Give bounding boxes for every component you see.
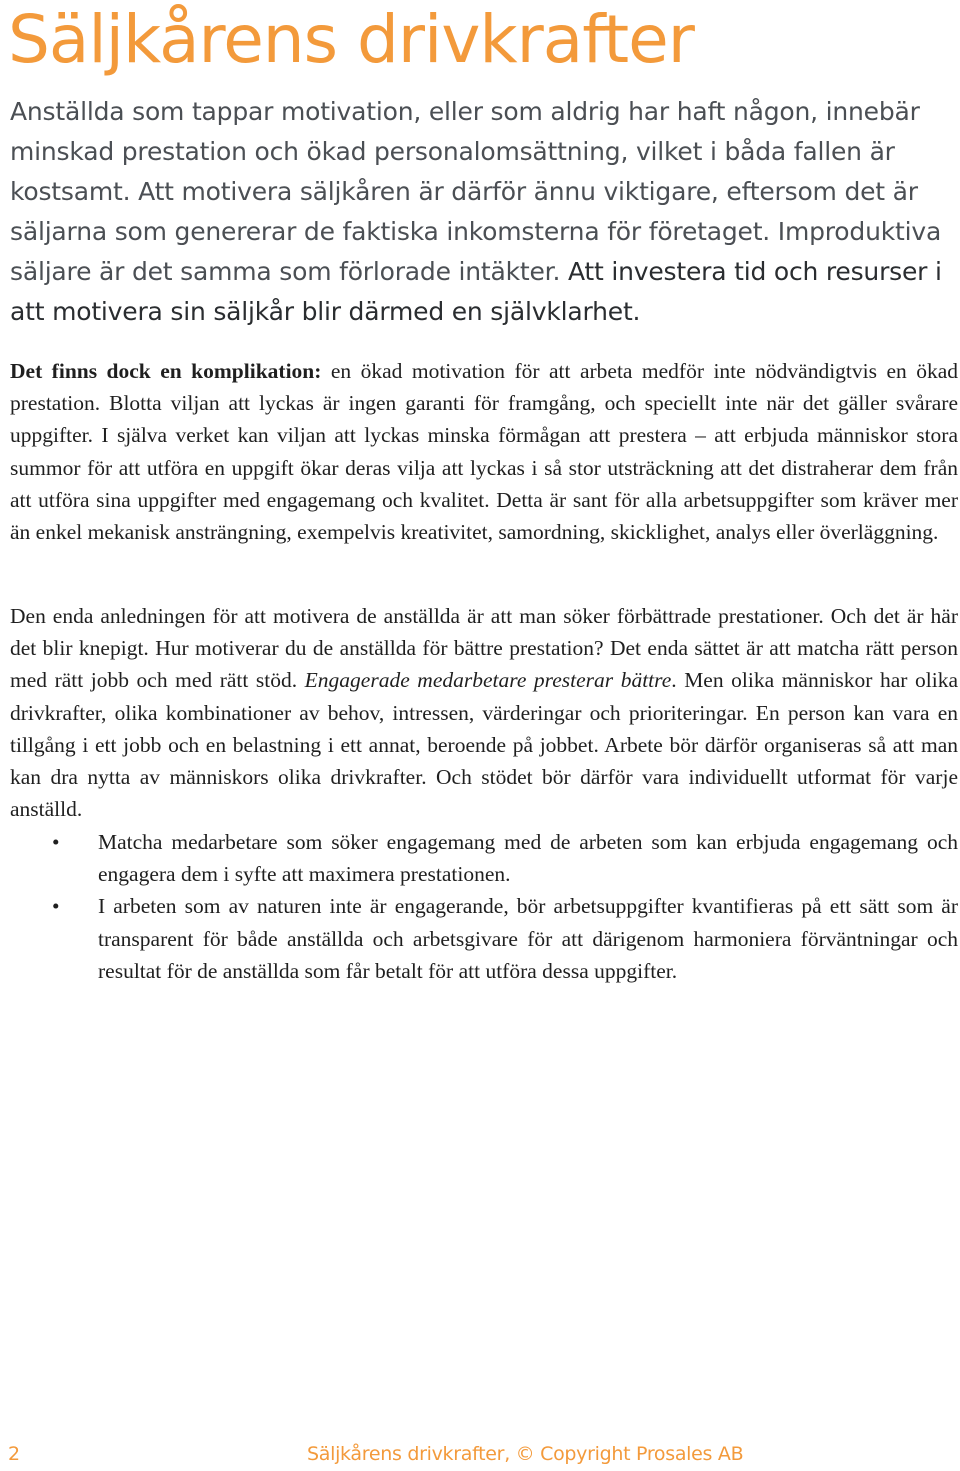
- lead-text: Anställda som tappar motivation, eller som aldrig har haft någon, innebär minskad prestation och ökad personalomsättning, vilket i båda fallen är kostsamt. Att motivera säljkåren är därför ännu viktigare, eftersom det är säljarna som genererar de faktiska inkomsterna för företaget. Improduktiva säljare är det samma som förlorade intäkter.: [10, 97, 942, 286]
- bullet-icon: •: [52, 830, 60, 854]
- body-paragraph-2: [10, 600, 958, 825]
- footer-copyright: Säljkårens drivkrafter, © Copyright Prosales AB: [307, 1443, 744, 1465]
- page-title: Säljkårens drivkrafter: [8, 1, 694, 78]
- body-paragraph-1: [10, 355, 958, 548]
- list-item: [10, 826, 958, 890]
- lead-paragraph: [10, 92, 950, 332]
- bullet-icon: •: [52, 894, 60, 919]
- paragraph-2-text-start: Den enda anledningen för att motivera de anställda är att man söker förbättrade prestationer. Och det är här det blir knepigt. Hur motiverar du de anställda för bättre prestation? Det enda sättet är att matcha rätt person med rätt jobb och med rätt stöd.: [10, 604, 958, 693]
- list-item: [10, 890, 958, 987]
- list-item-text: I arbeten som av naturen inte är engagerande, bör arbetsuppgifter kvantifieras på ett sätt som är transparent för både anställda och arbetsgivare för att därigenom harmoniera förväntningar och resultat för de anställda som får betalt för att utföra dessa uppgifter.: [98, 894, 958, 983]
- paragraph-1-text: en ökad motivation för att arbeta medför inte nödvändigtvis en ökad prestation. Blotta viljan att lyckas är ingen garanti för framgång, och speciellt inte när det gäller svårare uppgifter. I själva verket kan viljan att lyckas minska förmågan att prestera – att erbjuda människor stora summor för att utföra en uppgift ökar deras vilja att lyckas i så stor utsträckning att det distraherar dem från att utföra sina uppgifter med engagemang och kvalitet. Detta är sant för alla arbetsuppgifter som kräver mer än enkel mekanisk ansträngning, exempelvis kreativitet, samordning, skicklighet, analys eller överläggning.: [10, 359, 958, 545]
- footer-page-number: 2: [8, 1443, 21, 1465]
- paragraph-2-italic: Engagerade medarbetare presterar bättre: [304, 668, 672, 693]
- lead-emphasis: Att investera tid och resurser i att motivera sin säljkår blir därmed en självklarhet.: [10, 257, 942, 326]
- bullet-list: [10, 826, 958, 987]
- list-item-text: Matcha medarbetare som söker engagemang med de arbeten som kan erbjuda engagemang och engagera dem i syfte att maximera prestationen.: [98, 830, 958, 887]
- paragraph-2-text-end: . Men olika människor har olika drivkrafter, olika kombinationer av behov, intressen, värderingar och prioriteringar. En person kan vara en tillgång i ett jobb och en belastning i ett annat, beroende på jobbet. Arbete bör därför organiseras så att man kan dra nytta av människors olika drivkrafter. Och stödet bör därför vara individuellt utformat för varje anställd.: [10, 668, 959, 822]
- paragraph-1-bold-lead: Det finns dock en komplikation:: [10, 359, 322, 383]
